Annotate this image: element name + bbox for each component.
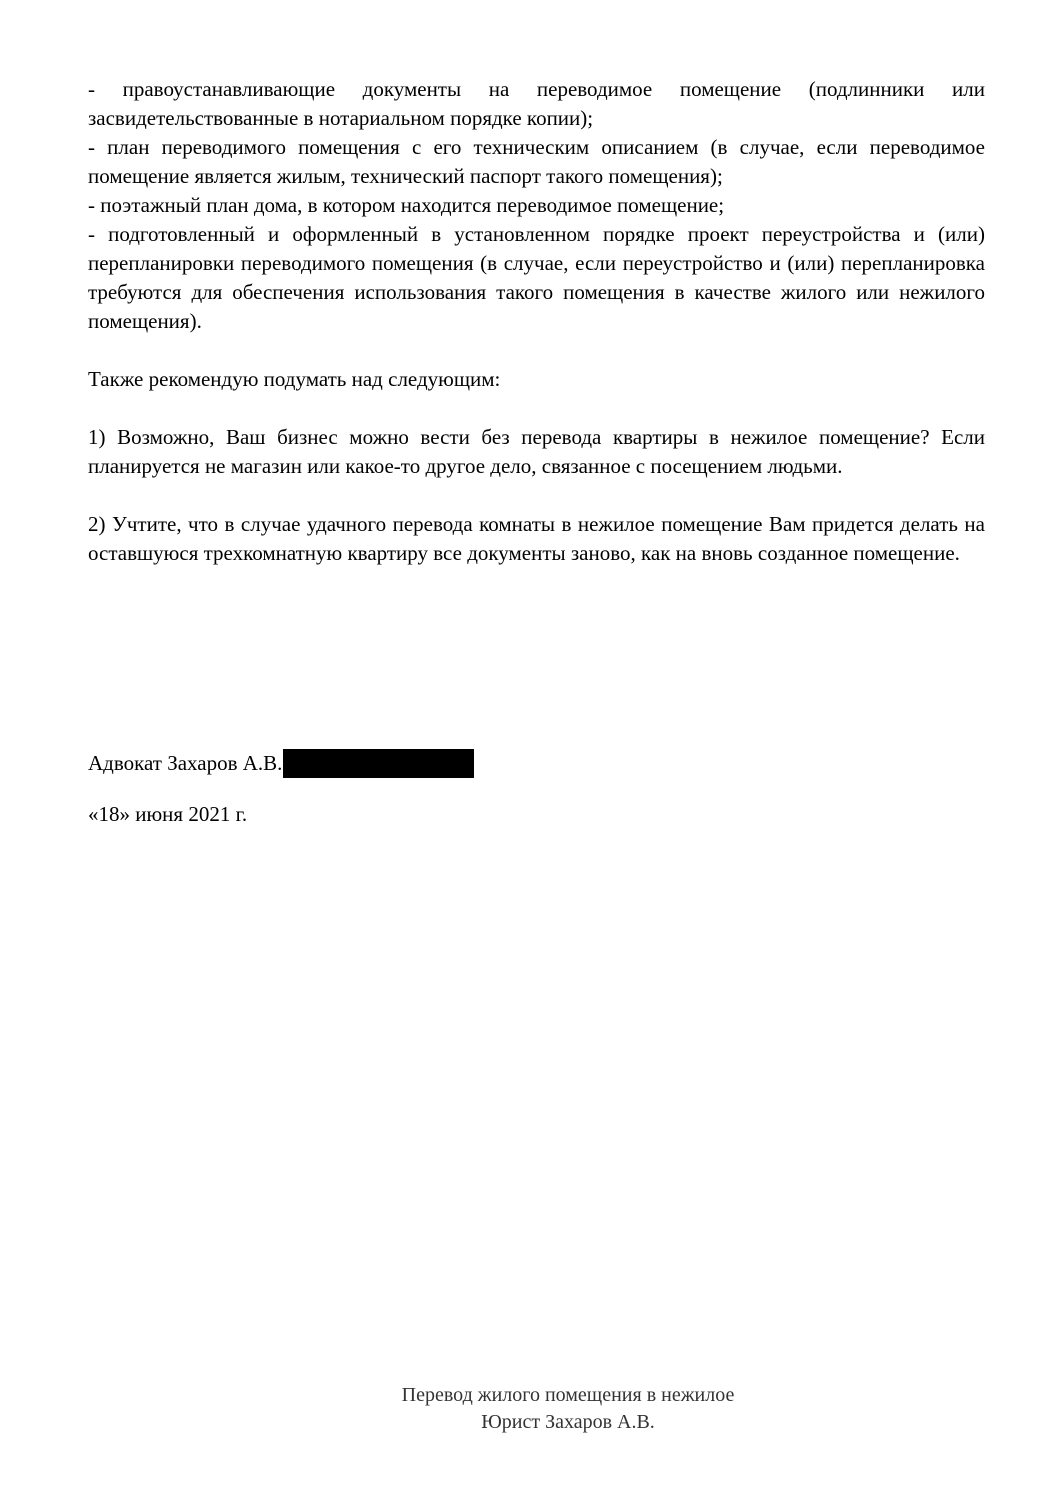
signature-text: Адвокат Захаров А.В.: [88, 751, 283, 775]
redaction-block: [283, 749, 474, 778]
document-body: [88, 75, 985, 568]
paragraph-gap: [88, 394, 985, 423]
document-date: «18» июня 2021 г.: [88, 802, 248, 826]
paragraph-gap: [88, 481, 985, 510]
list-item: - план переводимого помещения с его техническим описанием (в случае, если переводимое помещение является жилым, технический паспорт такого помещения);: [88, 135, 985, 188]
recommendation-point-2: 2) Учтите, что в случае удачного перевода комнаты в нежилое помещение Вам придется делать на оставшуюся трехкомнатную квартиру все документы заново, как на вновь созданное помещение.: [88, 512, 985, 565]
recommend-intro: Также рекомендую подумать над следующим:: [88, 367, 501, 391]
footer-title: Перевод жилого помещения в нежилое: [401, 1384, 735, 1406]
list-item: - поэтажный план дома, в котором находится переводимое помещение;: [88, 193, 725, 217]
page-footer: [318, 1382, 818, 1436]
list-item: - правоустанавливающие документы на переводимое помещение (подлинники или засвидетельствованные в нотариальном порядке копии);: [88, 77, 985, 130]
recommendation-point-1: 1) Возможно, Ваш бизнес можно вести без перевода квартиры в нежилое помещение? Если планируется не магазин или какое-то другое дело, связанное с посещением людьми.: [88, 425, 985, 478]
footer-author: Юрист Захаров А.В.: [481, 1411, 655, 1433]
signature-line: [88, 747, 474, 779]
paragraph-gap: [88, 336, 985, 365]
list-item: - подготовленный и оформленный в установленном порядке проект переустройства и (или) перепланировки переводимого помещения (в случае, если переустройство и (или) перепланировка требуются для обеспечения использования такого помещения в качестве жилого или нежилого помещения).: [88, 222, 985, 333]
